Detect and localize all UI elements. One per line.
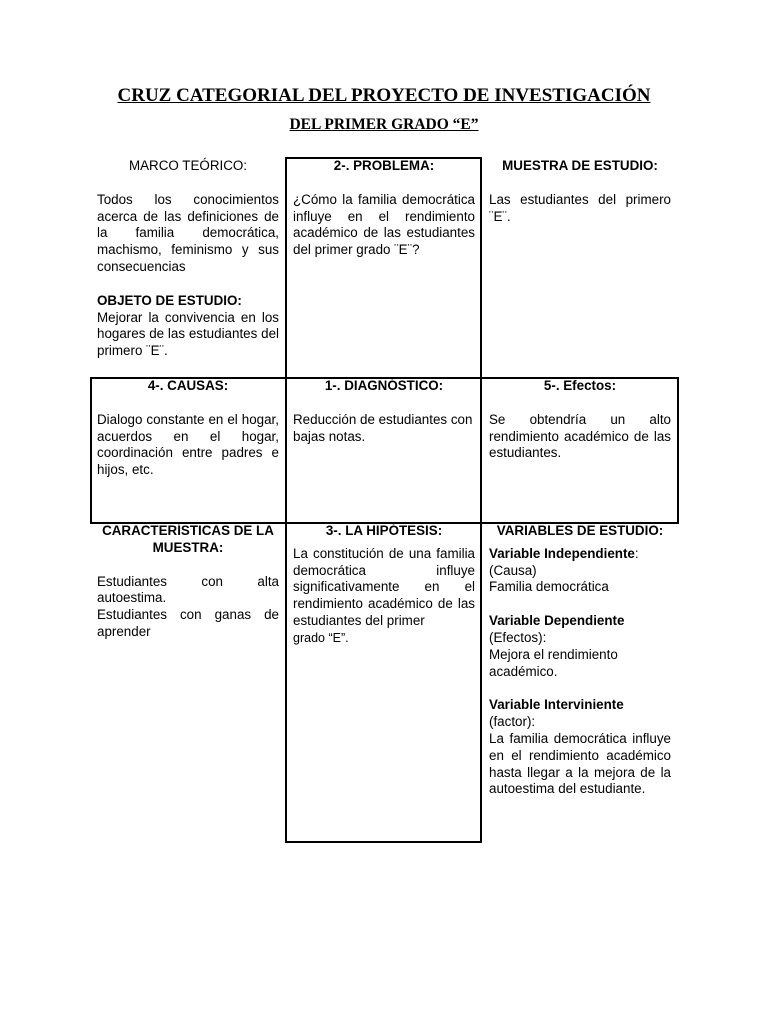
causas-heading: 4-. CAUSAS: bbox=[147, 378, 229, 393]
problema-heading: 2-. PROBLEMA: bbox=[333, 158, 435, 173]
variable-independiente-label: Variable Independiente bbox=[489, 545, 635, 561]
hipotesis-heading: 3-. LA HIPÓTESIS: bbox=[325, 523, 443, 538]
variable-dependiente-label: Variable Dependiente bbox=[489, 613, 625, 629]
muestra-estudio-heading: MUESTRA DE ESTUDIO: bbox=[502, 158, 658, 173]
variable-interviniente-sub: (factor): bbox=[489, 714, 536, 730]
hipotesis-tail: grado “E”. bbox=[293, 630, 349, 645]
caracteristicas-line-1: Estudiantes con alta autoestima. bbox=[97, 573, 279, 606]
cell-marco-teorico bbox=[93, 158, 283, 360]
diagnostico-text: Reducción de estudiantes con bajas notas. bbox=[293, 411, 473, 444]
variable-interviniente-label: Variable Interviniente bbox=[489, 697, 624, 713]
cell-efectos bbox=[485, 378, 675, 462]
variable-independiente-colon: : bbox=[634, 545, 639, 561]
objeto-estudio-text: Mejorar la convivencia en los hogares de las estudiantes del primero ¨E¨. bbox=[97, 309, 279, 359]
variable-interviniente-text: La familia democrática influye en el rendimiento académico hasta llegar a la mejora de la autoestima del estudiante. bbox=[489, 730, 671, 797]
causas-text: Dialogo constante en el hogar, acuerdos en el hogar, coordinación entre padres e hijos, etc. bbox=[97, 411, 279, 478]
variable-independiente-sub: (Causa) bbox=[489, 562, 537, 578]
cell-diagnostico bbox=[289, 378, 479, 445]
variable-independiente-text: Familia democrática bbox=[489, 579, 609, 595]
diagnostico-heading: 1-. DIAGNÓSTICO: bbox=[324, 378, 444, 393]
hipotesis-text: La constitución de una familia democrática influye significativamente en el rendimiento académico de las estudiantes del primer bbox=[293, 545, 475, 628]
variable-dependiente-sub: (Efectos): bbox=[489, 629, 547, 645]
cell-hipotesis bbox=[289, 523, 479, 647]
document-subtitle: DEL PRIMER GRADO “E” bbox=[289, 116, 479, 133]
cell-causas bbox=[93, 378, 283, 479]
efectos-text: Se obtendría un alto rendimiento académico de las estudiantes. bbox=[489, 411, 671, 461]
marco-teorico-text: Todos los conocimientos acerca de las definiciones de la familia democrática, machismo, feminismo y sus consecuencias bbox=[97, 191, 279, 274]
efectos-heading: 5-. Efectos: bbox=[543, 378, 617, 393]
caracteristicas-line-2: Estudiantes con ganas de aprender bbox=[97, 607, 279, 639]
marco-teorico-heading: MARCO TEÓRICO: bbox=[128, 158, 248, 173]
variables-heading: VARIABLES DE ESTUDIO: bbox=[496, 523, 664, 538]
cell-caracteristicas-muestra bbox=[93, 523, 283, 641]
muestra-estudio-text: Las estudiantes del primero ¨E¨. bbox=[489, 191, 671, 224]
objeto-estudio-heading: OBJETO DE ESTUDIO: bbox=[97, 292, 242, 308]
caracteristicas-heading: CARACTERÍSTICAS DE LA MUESTRA: bbox=[102, 523, 274, 555]
cell-problema bbox=[289, 158, 479, 259]
variable-dependiente-text: Mejora el rendimiento académico. bbox=[489, 646, 618, 679]
variable-independiente bbox=[489, 546, 671, 563]
cell-muestra-estudio bbox=[485, 158, 675, 225]
cell-variables-estudio bbox=[485, 523, 675, 798]
document-title: CRUZ CATEGORIAL DEL PROYECTO DE INVESTIGACIÓN bbox=[117, 85, 651, 106]
problema-text: ¿Cómo la familia democrática influye en el rendimiento académico de las estudiantes del primer grado ¨E¨? bbox=[293, 191, 475, 258]
